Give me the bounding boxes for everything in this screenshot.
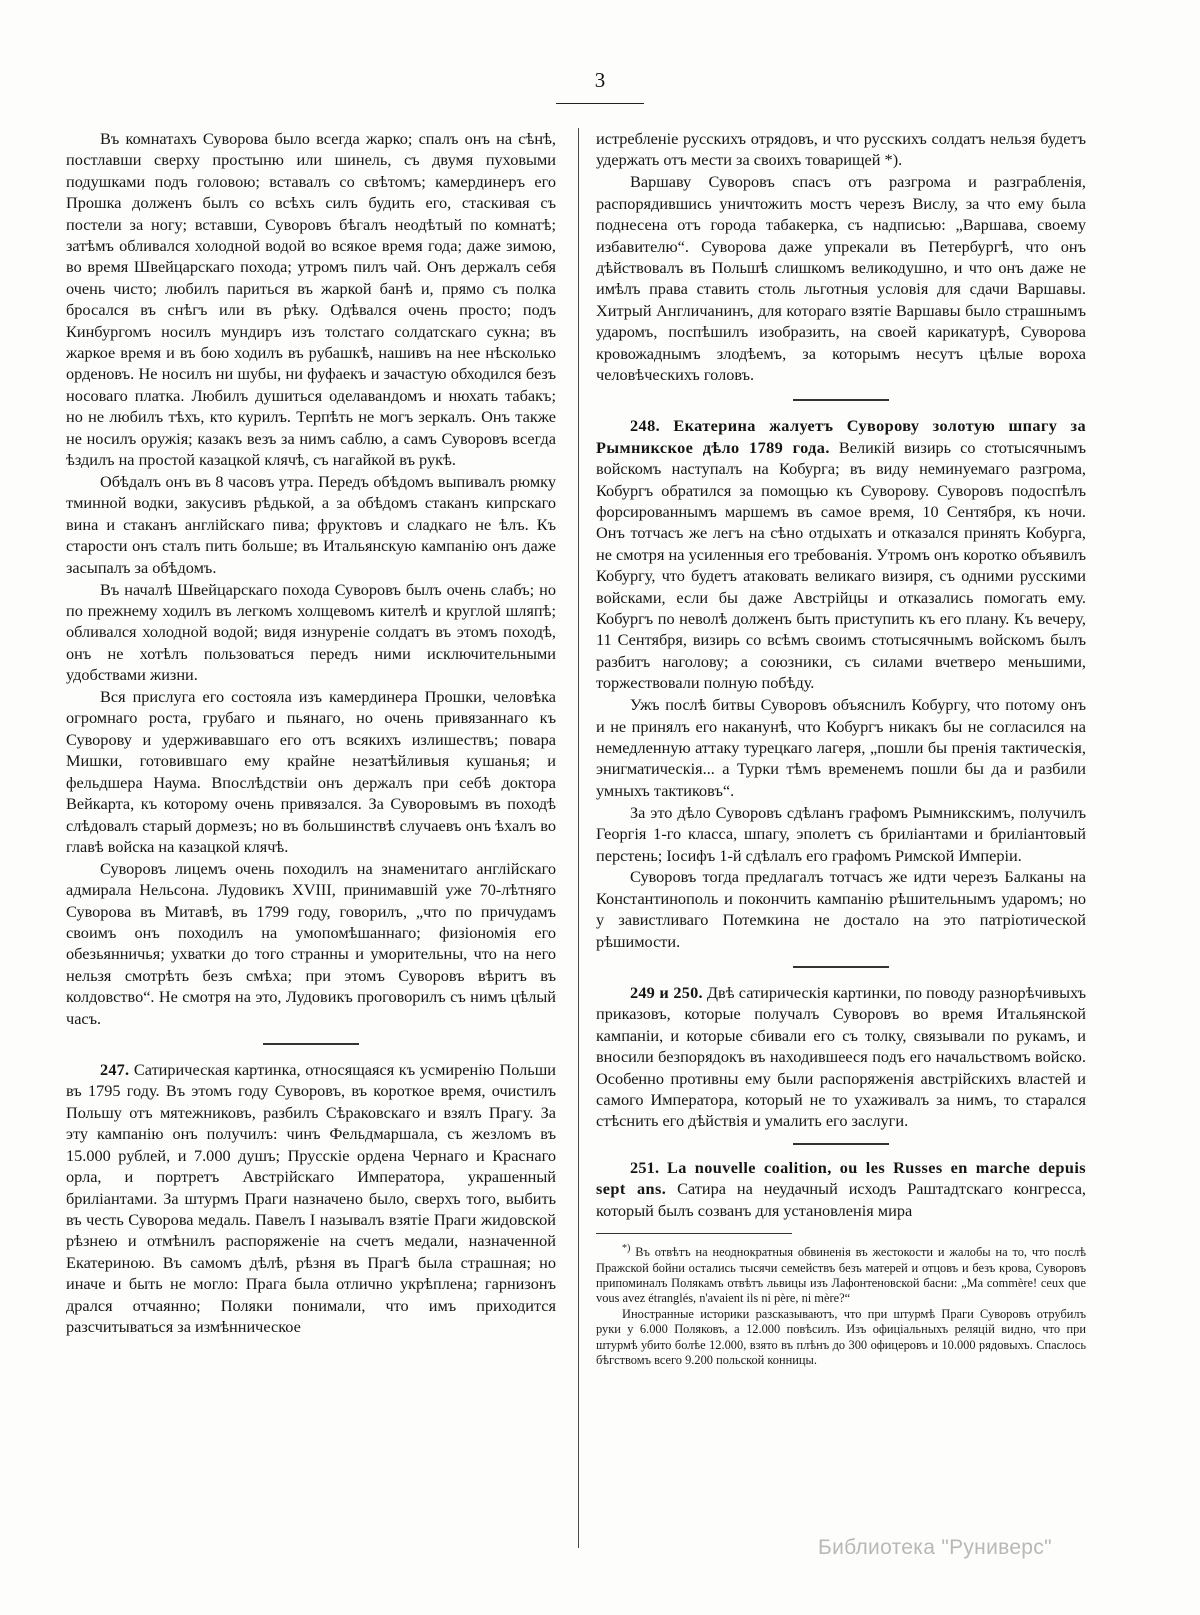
section-248 xyxy=(596,415,1086,693)
paragraph: истребленіе русскихъ отрядовъ, и что русскихъ солдатъ нельзя будетъ удержать отъ мести за своихъ товарищей *). xyxy=(596,129,1086,170)
paragraph: Обѣдалъ онъ въ 8 часовъ утра. Передъ обѣдомъ выпивалъ рюмку тминной водки, закусивъ рѣдькой, а за обѣдомъ стаканъ кипрскаго вина и стаканъ англійскаго пива; фруктовъ и сладкаго не ѣлъ. Къ старости онъ сталъ пить больше; въ Итальянскую кампанію онъ даже засыпалъ за обѣдомъ. xyxy=(66,472,556,577)
section-249-number: 249 и 250. xyxy=(630,983,703,1003)
paragraph: Въ началѣ Швейцарскаго похода Суворовъ былъ очень слабъ; но по прежнему ходилъ въ легкомъ холщевомъ кителѣ и круглой шляпѣ; обливался холодной водой; видя изнуреніе солдатъ въ этомъ походѣ, онъ не хотѣлъ пользоваться передъ ними исключительными удобствами жизни. xyxy=(66,579,556,685)
section-251-text: Сатира на неудачный исходъ Раштадтскаго конгресса, который былъ созванъ для установленія мира xyxy=(596,1179,1086,1220)
section-249-text: Двѣ сатирическія картинки, по поводу разнорѣчивыхъ приказовъ, которые получалъ Суворовъ во время Итальянской кампаніи, и которые сбивали его съ толку, связывали по рукамъ, и вносили безпорядокъ въ находившееся подъ его начальствомъ войско. Особенно противны ему были распоряженія австрійскихъ властей и самого Императора, который не то ухаживалъ за нимъ, то старался стѣснить его дѣйствія и умалить его заслуги. xyxy=(596,983,1087,1131)
section-247-text: Сатирическая картинка, относящаяся къ усмиренію Польши въ 1795 году. Въ этомъ году Суворовъ, въ короткое время, очистилъ Польшу отъ мятежниковъ, разбилъ Сѣраковскаго и взялъ Прагу. За эту кампанію онъ получилъ: чинъ Фельдмаршала, съ жезломъ въ 15.000 рублей, и 7.000 душъ; Прусскіе ордена Чернаго и Краснаго орла, и портретъ Австрійскаго Императора, украшенный бриліантами. За штурмъ Праги назначено было, сверхъ того, выбить въ честь Суворова медаль. Павелъ I называлъ взятіе Праги жидовской рѣзнею и отмѣнилъ распоряженіе на счетъ медали, назначенной Екатериною. Въ самомъ дѣлѣ, рѣзня въ Прагѣ была страшная; но иначе и быть не могло: Прага была отлично укрѣплена; гарнизонъ дрался отчаянно; Поляки понимали, что имъ приходится разсчитываться за измѣнническое xyxy=(66,1060,556,1336)
section-rule xyxy=(793,966,889,968)
paragraph: Суворовъ лицемъ очень походилъ на знаменитаго англійскаго адмирала Нельсона. Лудовикъ XVIII, принимавшій уже 70-лѣтняго Суворова въ Митавѣ, въ 1799 году, говорилъ, „что по причудамъ своимъ онъ походилъ на умопомѣшаннаго; физіономія его обезьянничья; ухватки до того странны и уморительны, что на него нельзя смотрѣть безъ смѣха; при этомъ Суворовъ вѣритъ въ колдовство“. Не смотря на это, Лудовикъ проговорилъ съ нимъ цѣлый часъ. xyxy=(66,858,556,1028)
two-column-body xyxy=(66,128,1136,1548)
footnote xyxy=(596,1307,1086,1369)
section-rule xyxy=(263,1043,359,1045)
right-column xyxy=(596,128,1086,1548)
footnote xyxy=(596,1241,1086,1307)
footnote-rule xyxy=(596,1233,792,1234)
paragraph: За это дѣло Суворовъ сдѣланъ графомъ Рымникскимъ, получилъ Георгія 1-го класса, шпагу, эполетъ съ бриліантами и бриліантовый перстень; Іосифъ 1-й сдѣлалъ его графомъ Римской Имперіи. xyxy=(596,802,1086,865)
section-249 xyxy=(596,982,1086,1132)
left-column xyxy=(66,128,556,1548)
section-251 xyxy=(596,1157,1086,1221)
paragraph: Вся прислуга его состояла изъ камердинера Прошки, человѣка огромнаго роста, грубаго и пьянаго, но очень привязаннаго къ Суворову и удерживавшаго его отъ всякихъ излишествъ; повара Мишки, готовившаго ему крайне незатѣйливыя кушанья; и фельдшера Наума. Впослѣдствіи онъ держалъ при себѣ доктора Вейкарта, къ которому очень привязался. За Суворовымъ въ походѣ слѣдовалъ старый дормезъ; но въ большинствѣ случаевъ онъ ѣхалъ во главѣ войска на казацкой клячѣ. xyxy=(66,687,556,856)
paragraph: Ужъ послѣ битвы Суворовъ объяснилъ Кобургу, что потому онъ и не принялъ его наканунѣ, что Кобургъ никакъ бы не согласился на немедленную аттаку турецкаго лагеря, „пошли бы пренія тактическія, энигматическія... а Турки тѣмъ временемъ пошли бы да и разбили умныхъ тактиковъ“. xyxy=(596,695,1086,800)
footnote-text: Иностранные историки разсказываютъ, что при штурмѣ Праги Суворовъ отрубилъ руки у 6.000 Поляковъ, а 12.000 повѣсилъ. Изъ офиціальныхъ реляцій видно, что при штурмѣ убито болѣе 12.000, взято въ плѣнъ до 300 офицеровъ и 10.000 рядовыхъ. Спаслось бѣгствомъ всего 9.200 польской конницы. xyxy=(596,1306,1086,1368)
footnote-marker: *) xyxy=(622,1243,631,1255)
page-number: 3 xyxy=(594,68,606,92)
section-247-number: 247. xyxy=(100,1060,130,1080)
column-divider xyxy=(578,128,579,1548)
section-248-heading: 248. Екатерина жалуетъ Суворову золотую шпагу за Рымникское дѣло 1789 года. xyxy=(596,416,1086,457)
section-rule xyxy=(793,1143,889,1145)
section-247 xyxy=(66,1059,556,1337)
section-248-text: Великій визирь со стотысячнымъ войскомъ наступалъ на Кобурга; въ виду неминуемаго разгрома, Кобургъ обратился за помощью къ Суворову. Суворовъ подоспѣлъ форсированнымъ маршемъ въ самое время, 10 Сентября, къ ночи. Онъ тотчасъ же легъ на сѣно отдыхать и отказался принять Кобурга, не смотря на усиленныя его требованія. Утромъ онъ коротко объявилъ Кобургу, что будетъ атаковать великаго визиря, съ одними русскими войсками, если бы даже Австрійцы и отказались помогать ему. Кобургъ по неволѣ долженъ быть приступить къ его плану. Къ вечеру, 11 Сентября, визирь со всѣмъ своимъ стотысячнымъ войскомъ былъ разбитъ наголову; а союзники, съ силами вчетверо меньшими, торжествовали полную побѣду. xyxy=(596,437,1086,693)
section-251-title: La nouvelle coalition, ou les Russes en marche depuis sept ans. xyxy=(596,1157,1086,1199)
library-watermark: Библиотека "Руниверс" xyxy=(818,1536,1052,1559)
paragraph: Въ комнатахъ Суворова было всегда жарко; спалъ онъ на сѣнѣ, постлавши сверху простыню или шинель, съ двумя пуховыми подушками подъ головою; вставалъ со свѣтомъ; камердинеръ его Прошка долженъ былъ со всѣхъ силъ будить его, стаскивая съ постели за ногу; вставши, Суворовъ бѣгалъ неодѣтый по комнатѣ; затѣмъ обливался холодной водой во всякое время года; даже зимою, во время Швейцарскаго похода; утромъ пилъ чай. Онъ держалъ себя очень чисто; любилъ париться въ жаркой банѣ и, прямо съ полка бросался въ снѣгъ или въ рѣку. Одѣвался очень просто; подъ Кинбургомъ носилъ мундиръ изъ толстаго солдатскаго сукна; въ жаркое время и въ бою ходилъ въ рубашкѣ, нашивъ на нее нѣсколько орденовъ. Не носилъ ни шубы, ни фуфаекъ и зачастую обходился безъ носоваго платка. Любилъ душиться оделавандомъ и нюхать табакъ; но не любилъ тѣхъ, кто курилъ. Терпѣть не могъ зеркалъ. Онъ также не носилъ оружія; казакъ везъ за нимъ саблю, а самъ Суворовъ всегда ѣздилъ на простой казацкой клячѣ, съ нагайкой въ рукѣ. xyxy=(66,129,556,470)
page-number-rule xyxy=(556,103,644,104)
paragraph: Суворовъ тогда предлагалъ тотчасъ же идти черезъ Балканы на Константинополь и покончить кампанію рѣшительнымъ ударомъ; но у завистливаго Потемкина не достало на это патріотической рѣшимости. xyxy=(596,867,1086,951)
footnote-text: Въ отвѣтъ на неоднократныя обвиненія въ жестокости и жалобы на то, что послѣ Пражской бойни остались тысячи семействъ безъ матерей и отцовъ и безъ крова, Суворовъ припоминалъ Полякамъ отвѣтъ львицы изъ Лафонтеновской басни: „Ma commère! ceux que vous avez étranglés, n'avaient ils ni père, ni mère?“ xyxy=(596,1245,1086,1306)
section-251-number: 251. xyxy=(630,1157,660,1177)
section-rule xyxy=(793,399,889,401)
paragraph: Варшаву Суворовъ спасъ отъ разгрома и разграбленія, распорядившись уничтожить мостъ черезъ Вислу, за что ему была поднесена отъ города табакерка, съ надписью: „Варшава, своему избавителю“. Суворова даже упрекали въ Петербургѣ, что онъ дѣйствовалъ въ Польшѣ слишкомъ великодушно, и что онъ даже не имѣлъ права ставить столь льготныя условія для сдачи Варшавы. Хитрый Англичанинъ, для котораго взятіе Варшавы было страшнымъ ударомъ, поспѣшилъ изобразить, на своей карикатурѣ, Суворова кровожаднымъ злодѣемъ, за которымъ несутъ цѣлые вороха человѣческихъ головъ. xyxy=(596,172,1086,384)
